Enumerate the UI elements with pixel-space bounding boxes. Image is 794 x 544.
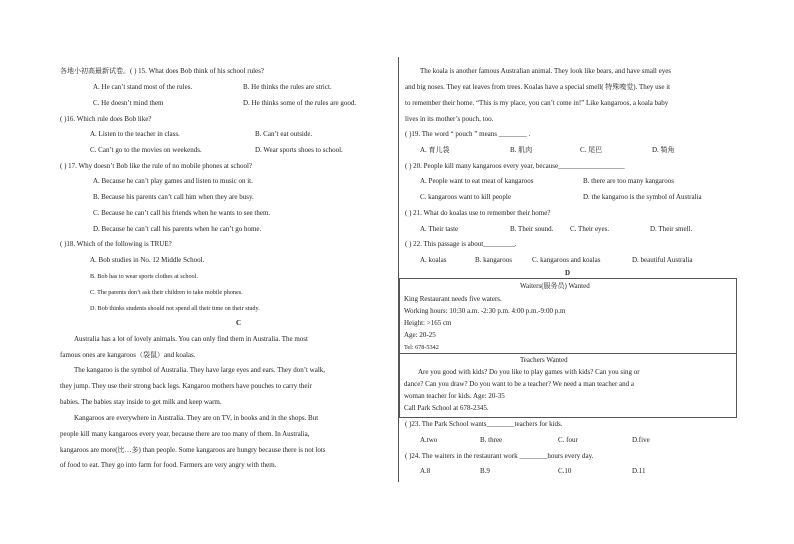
waiters-ad-line: Tel: 678-5342 xyxy=(404,344,439,351)
q19-option-d: D. 犄角 xyxy=(652,146,675,154)
q16-option-b: B. Can’t eat outside. xyxy=(255,130,313,138)
passage-c-line: Australia has a lot of lovely animals. You can only find them in Australia. The most xyxy=(74,335,308,343)
teachers-ad-line: Call Park School at 678-2345. xyxy=(404,404,489,412)
q21-option-a: A. Their taste xyxy=(420,225,459,233)
q24-option-d: D.11 xyxy=(632,467,646,475)
q21-option-b: B. Their sound. xyxy=(510,225,554,233)
q24-option-a: A.8 xyxy=(420,467,431,475)
q23-option-d: D.five xyxy=(632,436,650,444)
passage-c-line: The kangaroo is the symbol of Australia. They have large eyes and ears. They don’t walk, xyxy=(74,366,326,374)
q15-option-c: C. He doesn’t mind them xyxy=(93,99,164,107)
q17-option-c: C. Because he can’t call his friends when he wants to see them. xyxy=(93,209,271,217)
passage-c-line: to remember their home. “This is my place, you can’t come in!” Like kangaroos, a koala baby xyxy=(405,99,669,107)
passage-c-line: lives in its mother’s pouch, too. xyxy=(405,115,494,123)
waiters-ad-line: Age: 20-25 xyxy=(404,331,436,339)
ads-separator xyxy=(400,353,736,354)
q17-option-a: A. Because he can’t play games and listen to music on it. xyxy=(93,177,253,185)
q15-option-a: A. He can’t stand most of the rules. xyxy=(93,83,193,91)
q23-option-c: C. four xyxy=(558,436,578,444)
q22-option-c: C. kangaroos and koalas xyxy=(532,256,601,264)
q17-option-b: B. Because his parents can’t call him when they are busy. xyxy=(93,193,254,201)
q24-option-b: B.9 xyxy=(480,467,490,475)
q16-option-c: C. Can’t go to the movies on weekends. xyxy=(90,146,202,154)
q22-option-a: A. koalas xyxy=(420,256,447,264)
question-17: ( ) 17. Why doesn’t Bob like the rule of no mobile phones at school? xyxy=(60,162,253,170)
question-18: ( )18. Which of the following is TRUE? xyxy=(60,240,172,248)
question-20: ( ) 20. People kill many kangaroos every year, because___________________ xyxy=(405,162,625,170)
q19-option-c: C. 尾巴 xyxy=(580,146,603,154)
passage-c-line: babies. The babies stay inside to get milk and keep warm. xyxy=(60,398,222,406)
q24-option-c: C.10 xyxy=(558,467,572,475)
passage-c-line: kangaroos are more(比…多) than people. Some kangaroos are hungry because there is not lots xyxy=(60,446,326,454)
question-24: ( )24. The waiters in the restaurant work ________hours every day. xyxy=(405,452,594,460)
q16-option-d: D. Wear sports shoes to school. xyxy=(255,146,343,154)
waiters-ad-line: Working hours: 10:30 a.m. -2:30 p.m. 4:00 p.m.-9:00 p.m xyxy=(404,307,566,315)
q20-option-a: A. People want to eat meat of kangaroos xyxy=(420,177,534,185)
q21-option-c: C. Their eyes. xyxy=(570,225,610,233)
question-15: 各地小初高最新试卷。( ) 15. What does Bob think of his school rules? xyxy=(60,67,264,75)
waiters-ad-line: Height: >165 cm xyxy=(404,319,452,327)
teachers-ad-line: dance? Can you draw? Do you want to be a teacher? We need a man teacher and a xyxy=(404,380,635,388)
q22-option-d: D. beautiful Australia xyxy=(632,256,693,264)
passage-c-line: The koala is another famous Australian animal. They look like bears, and have small eyes xyxy=(420,67,672,75)
q18-option-a: A. Bob studies in No. 12 Middle School. xyxy=(90,256,205,264)
q17-option-d: D. Because he can’t call his parents when he can’t go home. xyxy=(93,225,262,233)
question-22: ( ) 22. This passage is about_________. xyxy=(405,240,517,248)
q15-option-b: B. He thinks the rules are strict. xyxy=(243,83,332,91)
waiters-ad-title: Waiters(服务员) Wanted xyxy=(520,282,590,290)
teachers-ad-title: Teachers Wanted xyxy=(520,356,568,364)
q20-option-d: D. the kangaroo is the symbol of Australia xyxy=(583,193,702,201)
passage-c-line: Kangaroos are everywhere in Australia. They are on TV, in books and in the shops. But xyxy=(74,414,319,422)
passage-c-line: and big noses. They eat leaves from trees. Koalas have a special smell( 特殊嗅觉). They use it xyxy=(405,83,671,91)
q18-option-b: B. Bob has to wear sports clothes at school. xyxy=(90,273,198,280)
question-16: ( )16. Which rule does Bob like? xyxy=(60,115,152,123)
q19-option-b: B. 肌肉 xyxy=(510,146,533,154)
q16-option-a: A. Listen to the teacher in class. xyxy=(90,130,180,138)
q20-option-c: C. kangaroos want to kill people xyxy=(420,193,511,201)
q19-option-a: A. 育儿袋 xyxy=(420,146,450,154)
q23-option-b: B. three xyxy=(480,436,503,444)
teachers-ad-line: woman teacher for kids. Age: 20-35 xyxy=(404,392,505,400)
question-23: ( )23. The Park School wants________teachers for kids. xyxy=(405,420,563,428)
passage-c-line: of food to eat. They go into farm for food. Farmers are very angry with them. xyxy=(60,461,277,469)
q21-option-d: D. Their smell. xyxy=(650,225,693,233)
section-heading-c: C xyxy=(236,319,242,327)
q20-option-b: B. there are too many kangaroos xyxy=(583,177,674,185)
q15-option-d: D. He thinks some of the rules are good. xyxy=(243,99,357,107)
teachers-ad-line: Are you good with kids? Do you like to play games with kids? Can you sing or xyxy=(418,368,640,376)
passage-c-line: they jump. They use their strong back legs. Kangaroo mothers have pouches to carry their xyxy=(60,382,312,390)
q22-option-b: B. kangaroos xyxy=(475,256,512,264)
question-21: ( ) 21. What do koalas use to remember their home? xyxy=(405,209,551,217)
q23-option-a: A.two xyxy=(420,436,438,444)
section-heading-d: D xyxy=(565,269,571,277)
passage-c-line: people kill many kangaroos every year, because there are too many of them. In Australia, xyxy=(60,430,310,438)
q18-option-d: D. Bob thinks students should not spend all their time on their study. xyxy=(90,305,260,312)
passage-c-line: famous ones are kangaroos（袋鼠）and koalas. xyxy=(60,351,196,359)
q18-option-c: C. The parents don’t ask their children to take mobile phones. xyxy=(90,289,243,296)
question-19: ( )19. The word “ pouch ” means ________ . xyxy=(405,130,531,138)
waiters-ad-line: King Restaurant needs five waters. xyxy=(404,295,502,303)
column-divider xyxy=(398,57,399,482)
